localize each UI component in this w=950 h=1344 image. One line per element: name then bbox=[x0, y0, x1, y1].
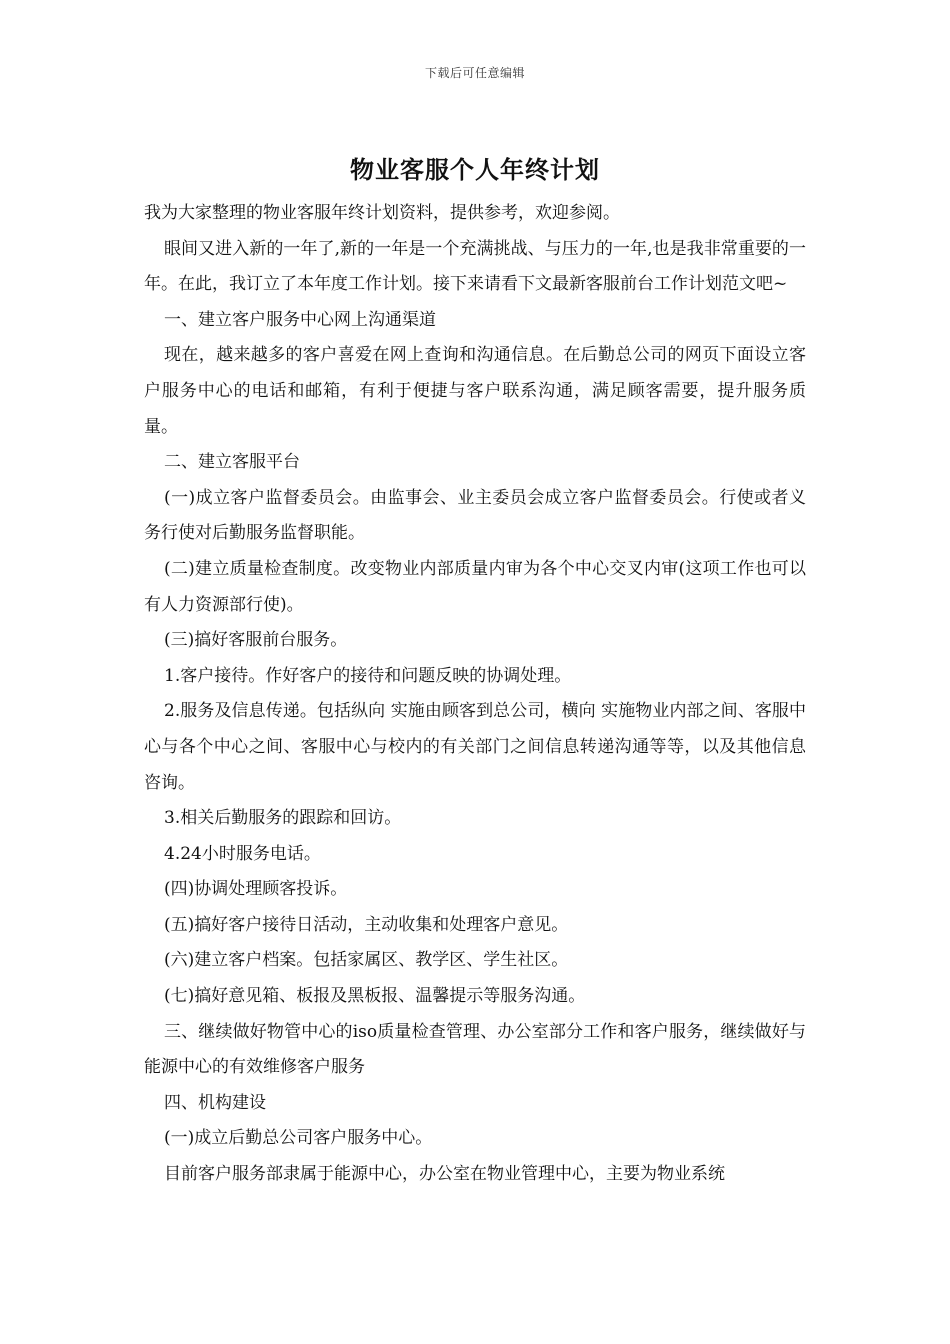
paragraph: 目前客户服务部隶属于能源中心，办公室在物业管理中心，主要为物业系统 bbox=[164, 1164, 725, 1185]
paragraph: 3.相关后勤服务的跟踪和回访。 bbox=[164, 808, 402, 829]
paragraph: (一)成立客户监督委员会。由监事会、业主委员会成立客户监督委员会。行使或者义务行使对后勤服务监督职能。 bbox=[144, 487, 806, 544]
paragraph: (三)搞好客服前台服务。 bbox=[164, 630, 348, 651]
paragraph: 1.客户接待。作好客户的接待和问题反映的协调处理。 bbox=[164, 665, 572, 686]
paragraph: 4.24小时服务电话。 bbox=[164, 843, 321, 864]
paragraph: (七)搞好意见箱、板报及黑板报、温馨提示等服务沟通。 bbox=[164, 986, 586, 1007]
paragraph: 一、建立客户服务中心网上沟通渠道 bbox=[164, 309, 436, 330]
paragraph: (二)建立质量检查制度。改变物业内部质量内审为各个中心交叉内审(这项工作也可以有人力资源部行使)。 bbox=[144, 558, 806, 615]
paragraph: 2.服务及信息传递。包括纵向 实施由顾客到总公司，横向 实施物业内部之间、客服中心与各个中心之间、客服中心与校内的有关部门之间信息转递沟通等等，以及其他信息咨询。 bbox=[144, 701, 806, 793]
paragraph: 眼间又进入新的一年了,新的一年是一个充满挑战、与压力的一年,也是我非常重要的一年。在此，我订立了本年度工作计划。接下来请看下文最新客服前台工作计划范文吧~ bbox=[144, 238, 806, 295]
header-note: 下载后可任意编辑 bbox=[424, 66, 525, 80]
document-body bbox=[144, 196, 806, 1193]
paragraph: 二、建立客服平台 bbox=[164, 452, 300, 473]
paragraph: (一)成立后勤总公司客户服务中心。 bbox=[164, 1128, 433, 1149]
paragraph: (五)搞好客户接待日活动，主动收集和处理客户意见。 bbox=[164, 914, 569, 935]
paragraph: (六)建立客户档案。包括家属区、教学区、学生社区。 bbox=[164, 950, 569, 971]
paragraph: 我为大家整理的物业客服年终计划资料，提供参考，欢迎参阅。 bbox=[144, 203, 620, 223]
paragraph: (四)协调处理顾客投诉。 bbox=[164, 879, 348, 900]
paragraph: 三、继续做好物管中心的iso质量检查管理、办公室部分工作和客户服务，继续做好与能源中心的有效维修客户服务 bbox=[144, 1021, 806, 1078]
paragraph: 现在，越来越多的客户喜爱在网上查询和沟通信息。在后勤总公司的网页下面设立客户服务中心的电话和邮箱，有利于便捷与客户联系沟通，满足顾客需要，提升服务质量。 bbox=[144, 345, 806, 437]
paragraph: 四、机构建设 bbox=[164, 1092, 266, 1113]
document-title: 物业客服个人年终计划 bbox=[350, 155, 600, 184]
